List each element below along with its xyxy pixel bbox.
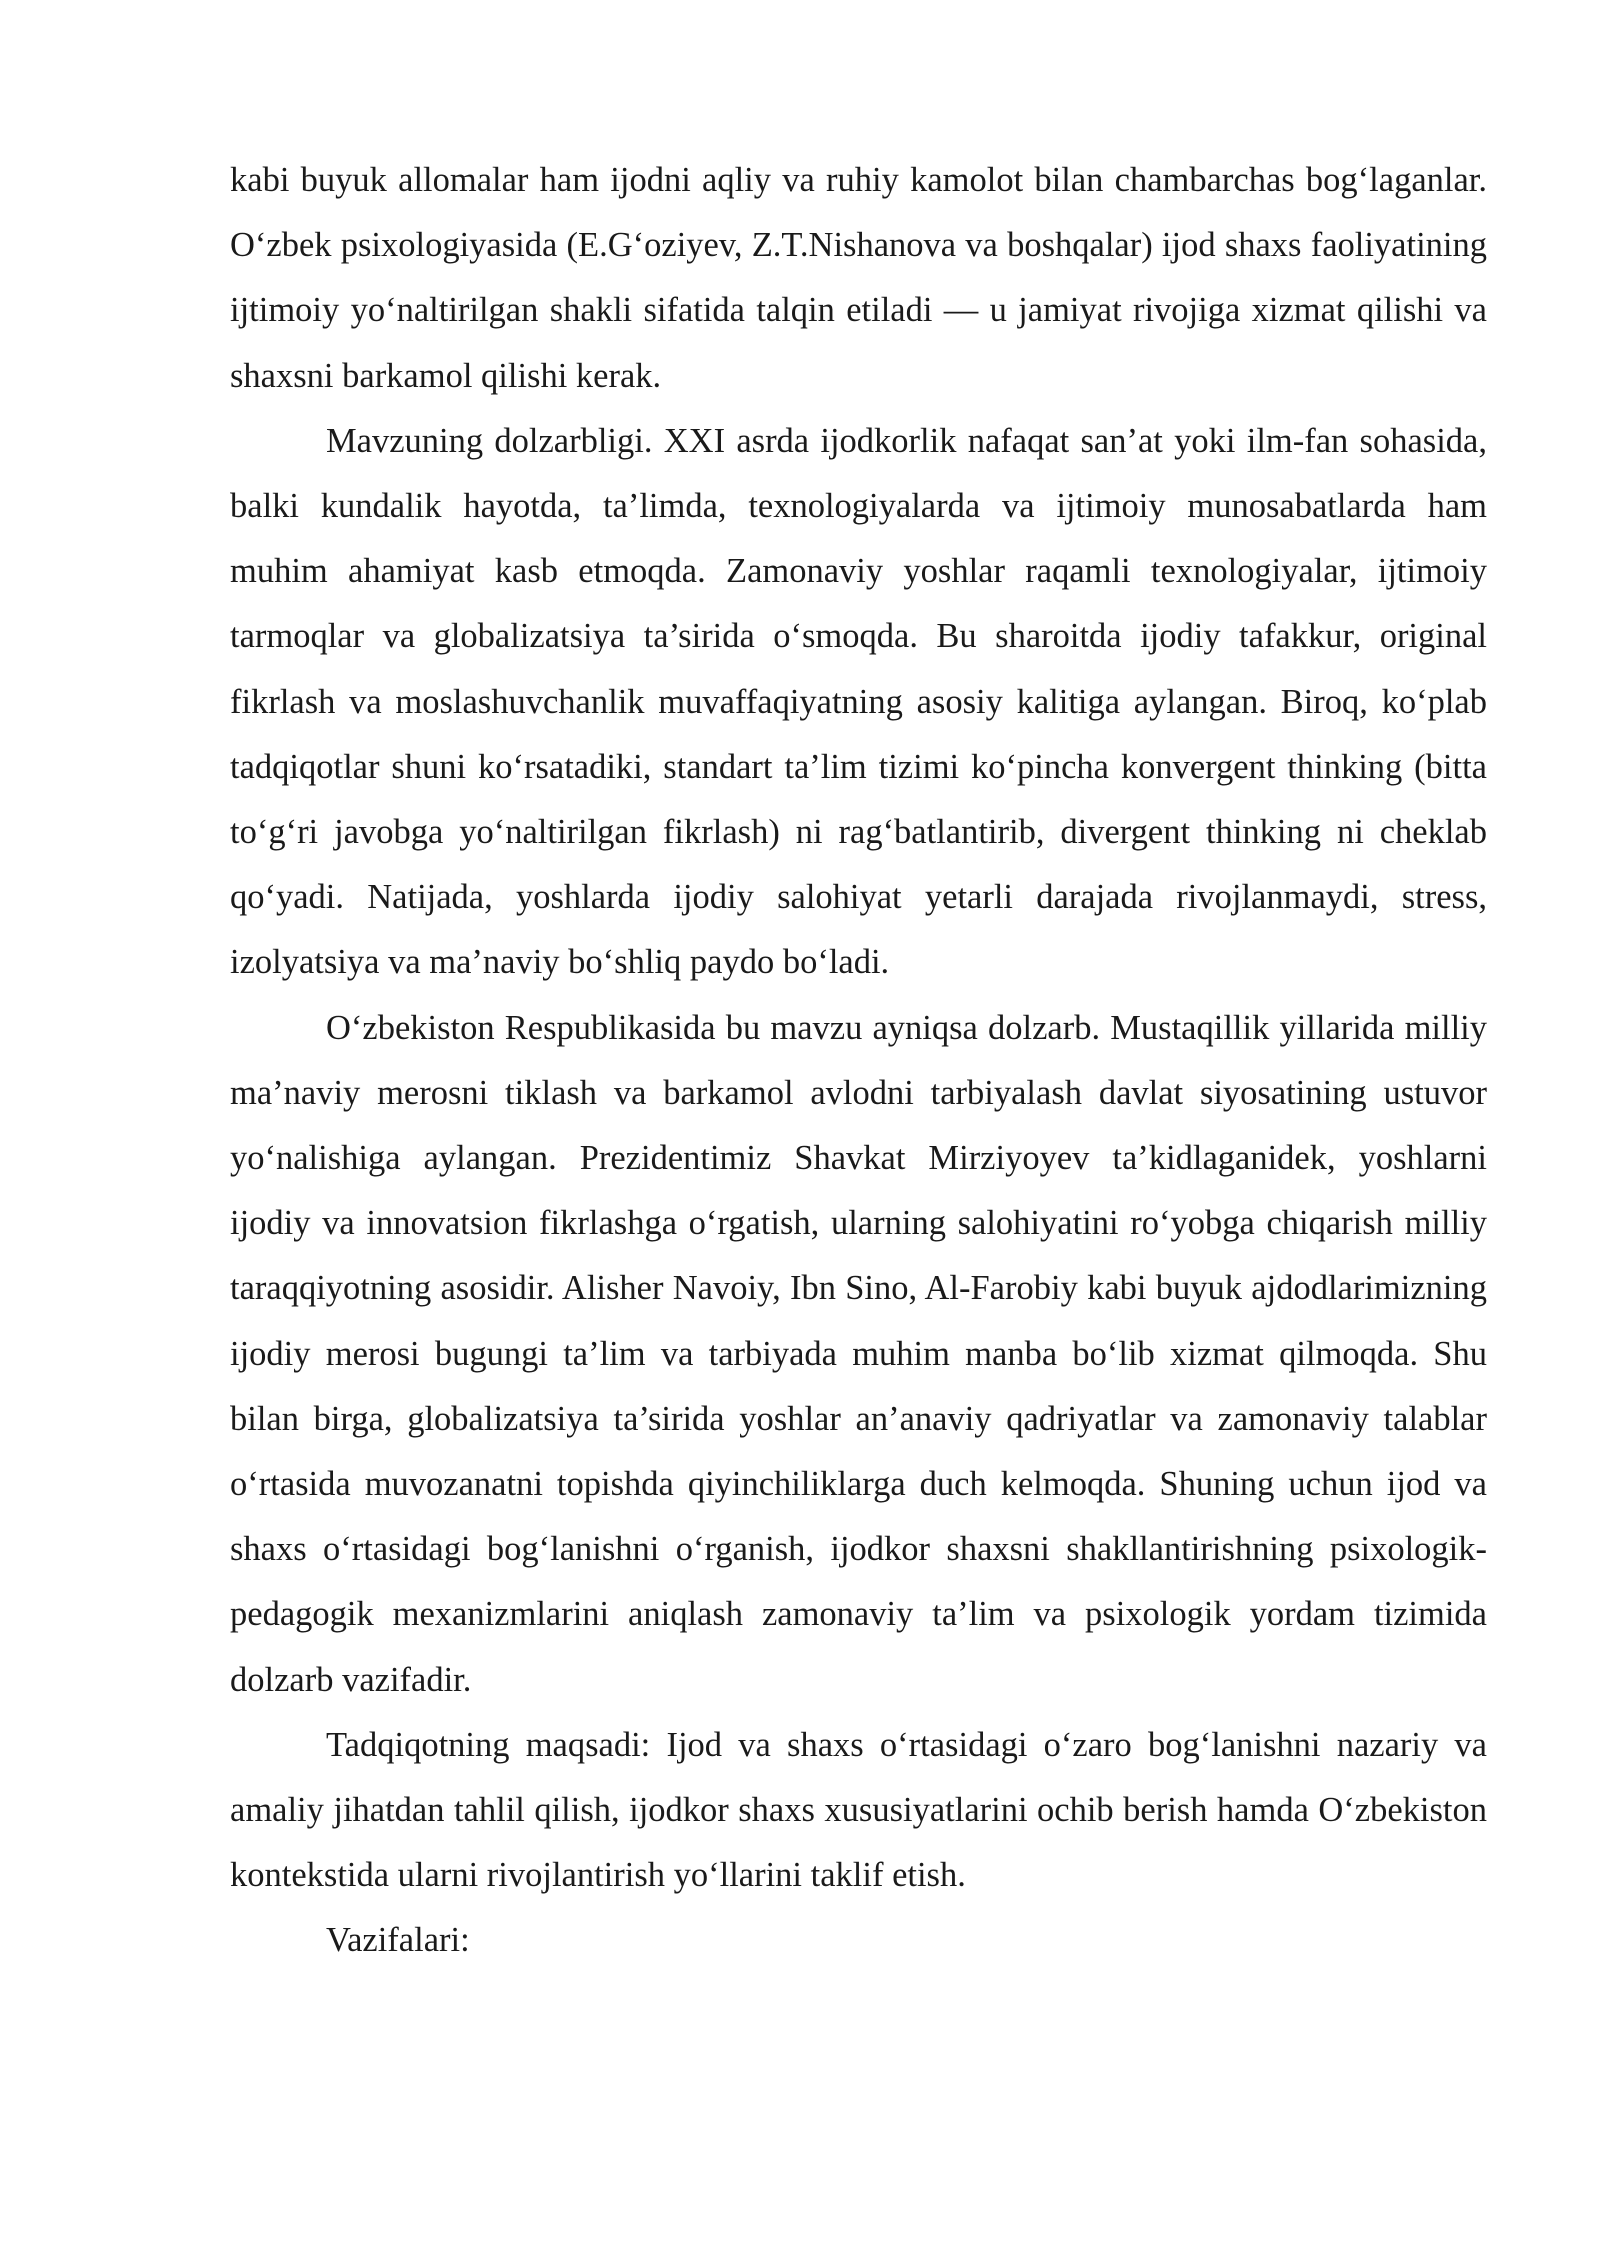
- paragraph-intro-continuation: kabi buyuk allomalar ham ijodni aqliy va ruhiy kamolot bilan chambarchas bog‘laganlar. O‘zbek psixologiyasida (E.G‘oziyev, Z.T.Nishanova va boshqalar) ijod shaxs faoliyatining ijtimoiy yo‘naltirilgan shakli sifatida talqin etiladi — u jamiyat rivojiga xizmat qilishi va shaxsni barkamol qilishi kerak.: [230, 161, 1487, 395]
- paragraph-uzbekistan-context: O‘zbekiston Respublikasida bu mavzu ayniqsa dolzarb. Mustaqillik yillarida milliy ma’naviy merosni tiklash va barkamol avlodni tarbiyalash davlat siyosatining ustuvor yo‘nalishiga aylangan. Prezidentimiz Shavkat Mirziyoyev ta’kidlaganidek, yoshlarni ijodiy va innovatsion fikrlashga o‘rgatish, ularning salohiyatini ro‘yobga chiqarish milliy taraqqiyotning asosidir. Alisher Navoiy, Ibn Sino, Al-Farobiy kabi buyuk ajdodlarimizning ijodiy merosi bugungi ta’lim va tarbiyada muhim manba bo‘lib xizmat qilmoqda. Shu bilan birga, globalizatsiya ta’sirida yoshlar an’anaviy qadriyatlar va zamonaviy talablar o‘rtasida muvozanatni topishda qiyinchiliklarga duch kelmoqda. Shuning uchun ijod va shaxs o‘rtasidagi bog‘lanishni o‘rganish, ijodkor shaxsni shakllantirishning psixologik-pedagogik mexanizmlarini aniqlash zamonaviy ta’lim va psixologik yordam tizimida dolzarb vazifadir.: [230, 1008, 1487, 1699]
- paragraph-tasks-heading: Vazifalari:: [326, 1921, 470, 1960]
- paragraph-relevance: Mavzuning dolzarbligi. XXI asrda ijodkorlik nafaqat san’at yoki ilm-fan sohasida, balki kundalik hayotda, ta’limda, texnologiyalarda va ijtimoiy munosabatlarda ham muhim ahamiyat kasb etmoqda. Zamonaviy yoshlar raqamli texnologiyalar, ijtimoiy tarmoqlar va globalizatsiya ta’sirida o‘smoqda. Bu sharoitda ijodiy tafakkur, original fikrlash va moslashuvchanlik muvaffaqiyatning asosiy kalitiga aylangan. Biroq, ko‘plab tadqiqotlar shuni ko‘rsatadiki, standart ta’lim tizimi ko‘pincha konvergent thinking (bitta to‘g‘ri javobga yo‘naltirilgan fikrlash) ni rag‘batlantirib, divergent thinking ni cheklab qo‘yadi. Natijada, yoshlarda ijodiy salohiyat yetarli darajada rivojlanmaydi, stress, izolyatsiya va ma’naviy bo‘shliq paydo bo‘ladi.: [230, 421, 1487, 982]
- paragraph-research-goal: Tadqiqotning maqsadi: Ijod va shaxs o‘rtasidagi o‘zaro bog‘lanishni nazariy va amaliy jihatdan tahlil qilish, ijodkor shaxs xususiyatlarini ochib berish hamda O‘zbekiston kontekstida ularni rivojlantirish yo‘llarini taklif etish.: [230, 1725, 1487, 1895]
- document-page: [230, 148, 1487, 1974]
